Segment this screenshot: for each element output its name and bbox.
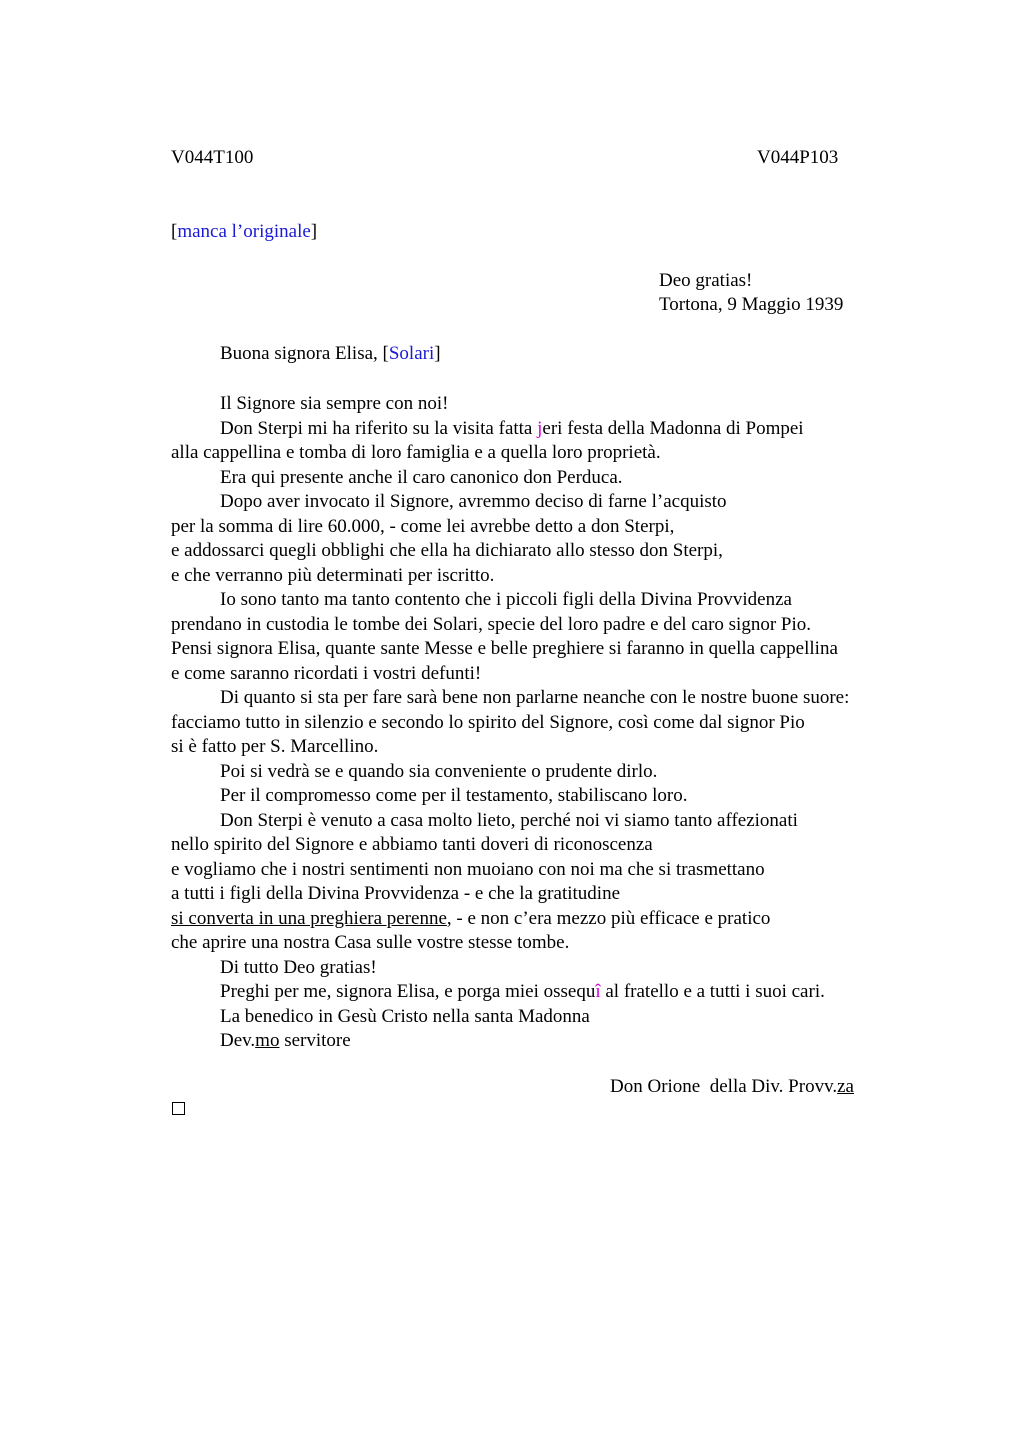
body-line-segment: per la somma di lire 60.000, - come lei avrebbe detto a don Sterpi, [171, 515, 675, 537]
body-line [171, 515, 931, 540]
body-line-segment: Di quanto si sta per fare sarà bene non parlarne neanche con le nostre buone suore: [220, 687, 850, 708]
signature [610, 1075, 854, 1100]
body-line-segment: Io sono tanto ma tanto contento che i piccoli figli della Divina Provvidenza [220, 589, 792, 610]
body-line-segment: j [537, 417, 543, 439]
body-line [171, 613, 931, 638]
editorial-note [171, 220, 317, 245]
letter-body [171, 392, 931, 1054]
body-line-segment: e vogliamo che i nostri sentimenti non muoiano con noi ma che si trasmettano [171, 858, 765, 880]
body-line [171, 735, 931, 760]
body-line [171, 1029, 931, 1054]
body-line [171, 392, 931, 417]
body-line [171, 417, 931, 442]
body-line-segment: nello spirito del Signore e abbiamo tanti doveri di riconoscenza [171, 834, 653, 855]
body-line-segment: Di tutto Deo gratias! [220, 956, 377, 978]
body-line [171, 466, 931, 491]
body-line-segment: si è fatto per S. Marcellino. [171, 736, 379, 757]
body-line-segment: mo [255, 1030, 280, 1051]
body-line [171, 907, 931, 932]
salutation-text: Buona signora Elisa, [220, 343, 383, 364]
body-line-segment: Dev. [220, 1030, 256, 1051]
bracket-open: [ [171, 221, 178, 242]
body-line [171, 784, 931, 809]
signature-text: Don Orione della Div. Provv. [610, 1076, 838, 1097]
signature-abbrev-suffix: za [837, 1076, 854, 1097]
body-line [171, 760, 931, 785]
body-line [171, 564, 931, 589]
body-line-segment: a tutti i figli della Divina Provvidenza - e che la gratitudine [171, 883, 620, 904]
body-line-segment: e addossarci quegli obblighi che ella ha dichiarato allo stesso don Sterpi, [171, 540, 723, 561]
body-line [171, 1005, 931, 1030]
salutation-surname: Solari [388, 343, 435, 364]
body-line [171, 882, 931, 907]
body-line [171, 833, 931, 858]
body-line [171, 711, 931, 736]
body-line-segment: Pensi signora Elisa, quante sante Messe e belle preghiere si faranno in quella cappellina [171, 638, 838, 659]
dateline-greeting: Deo gratias! [659, 270, 753, 291]
editorial-note-text: manca l’originale [177, 221, 311, 242]
document-code-left: V044T100 [171, 147, 254, 168]
body-line-segment: servitore [279, 1030, 351, 1051]
body-line-segment: alla cappellina e tomba di loro famiglia e a quella loro proprietà. [171, 442, 661, 463]
body-line [171, 809, 931, 834]
body-line [171, 637, 931, 662]
body-line [171, 490, 931, 515]
body-line [171, 686, 931, 711]
body-line [171, 539, 931, 564]
body-line-segment: Don Sterpi è venuto a casa molto lieto, perché noi vi siamo tanto affezionati [220, 809, 798, 831]
body-line-segment: Don Sterpi mi ha riferito su la visita fatta [220, 417, 538, 439]
bracket-close: ] [434, 343, 441, 364]
body-line [171, 588, 931, 613]
body-line [171, 662, 931, 687]
body-line-segment: che aprire una nostra Casa sulle vostre stesse tombe. [171, 932, 570, 953]
body-line-segment: facciamo tutto in silenzio e secondo lo spirito del Signore, così come dal signor Pio [171, 711, 805, 733]
body-line-segment: , - e non c’era mezzo più efficace e pratico [446, 907, 771, 929]
body-line-segment: eri festa della Madonna di Pompei [542, 417, 804, 439]
bracket-close: ] [310, 221, 318, 242]
body-line-segment: Preghi per me, signora Elisa, e porga miei ossequ [220, 981, 596, 1002]
body-line [171, 980, 931, 1005]
body-line [171, 441, 931, 466]
salutation [220, 342, 441, 367]
checkbox-square-icon [172, 1102, 185, 1115]
body-line [171, 956, 931, 981]
body-line-segment: î [595, 981, 601, 1002]
body-line-segment: e come saranno ricordati i vostri defunti! [171, 662, 482, 684]
body-line-segment: Dopo aver invocato il Signore, avremmo deciso di farne l’acquisto [220, 491, 727, 512]
body-line [171, 858, 931, 883]
body-line-segment: Il Signore sia sempre con noi! [220, 393, 449, 414]
bracket-open: [ [382, 343, 389, 364]
document-code-right: V044P103 [757, 147, 839, 168]
body-line-segment: Era qui presente anche il caro canonico don Perduca. [220, 466, 623, 488]
body-line-segment: e che verranno più determinati per iscritto. [171, 564, 495, 586]
body-line-segment: al fratello e a tutti i suoi cari. [600, 981, 825, 1002]
body-line-segment: Poi si vedrà se e quando sia conveniente o prudente dirlo. [220, 760, 658, 782]
dateline-place-date: Tortona, 9 Maggio 1939 [659, 294, 844, 315]
body-line [171, 931, 931, 956]
body-line-segment: Per il compromesso come per il testamento, stabiliscano loro. [220, 785, 688, 806]
body-line-segment: La benedico in Gesù Cristo nella santa Madonna [220, 1005, 590, 1027]
body-line-segment: si converta in una preghiera perenne [171, 907, 447, 929]
body-line-segment: prendano in custodia le tombe dei Solari, specie del loro padre e del caro signor Pio. [171, 613, 812, 635]
